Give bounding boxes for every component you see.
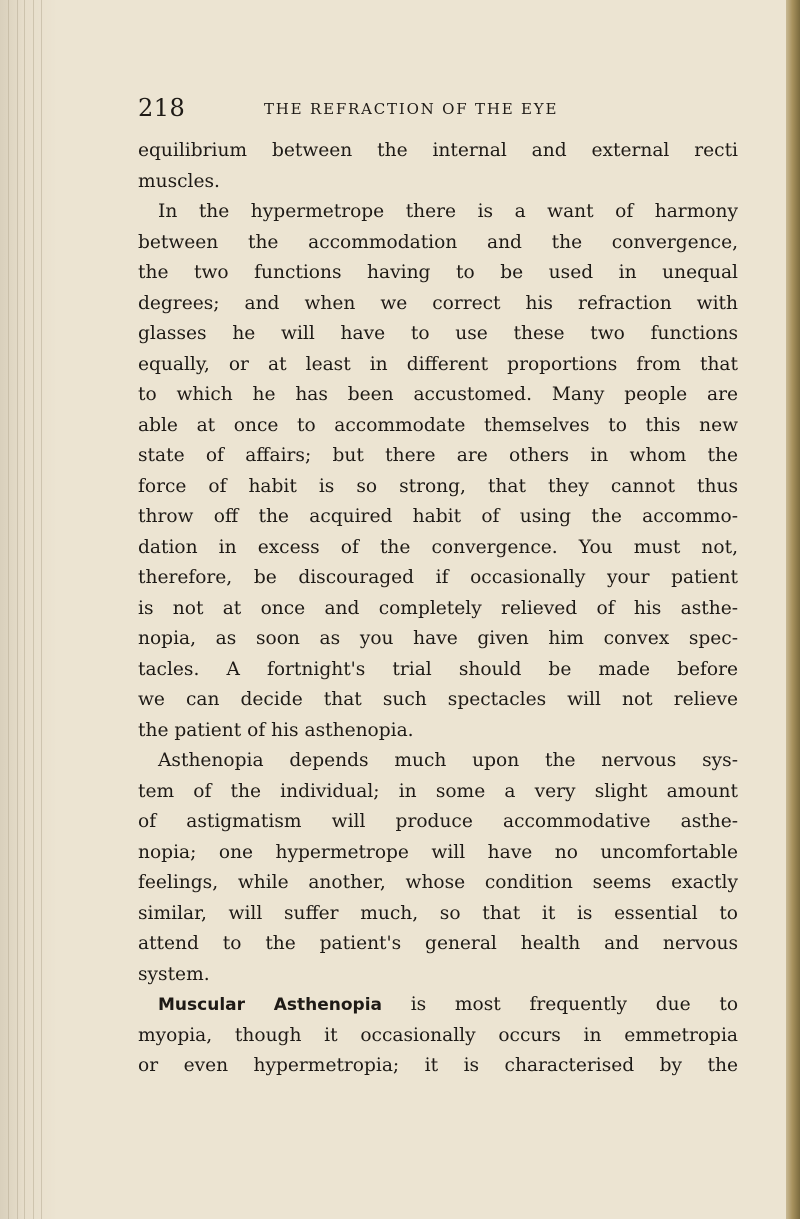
text-line: similar, will suffer much, so that it is essential to xyxy=(138,902,738,924)
text-line: tacles. A fortnight's trial should be made before xyxy=(138,658,738,680)
text-line: myopia, though it occasionally occurs in emmetropia xyxy=(138,1024,738,1046)
text-line: In the hypermetrope there is a want of harmony xyxy=(158,201,738,222)
text-line: or even hypermetropia; it is characterised by the xyxy=(138,1055,738,1076)
text-line: force of habit is so strong, that they cannot thus xyxy=(138,475,738,497)
text-line: degrees; and when we correct his refraction with xyxy=(138,292,738,314)
text-line: throw off the acquired habit of using the accommo- xyxy=(138,506,738,527)
page-header xyxy=(138,92,738,132)
text-line: glasses he will have to use these two functions xyxy=(138,323,738,344)
gutter-rule xyxy=(33,0,34,1219)
gutter-rule xyxy=(41,0,42,1219)
text-line: nopia, as soon as you have given him convex spec- xyxy=(138,628,738,649)
text-line: the patient of his asthenopia. xyxy=(138,719,414,741)
right-page-edge xyxy=(786,0,800,1219)
text-line: the two functions having to be used in unequal xyxy=(138,262,738,283)
text-line: equilibrium between the internal and external recti xyxy=(138,140,738,161)
text-line: able at once to accommodate themselves to this new xyxy=(138,414,738,436)
text-line: feelings, while another, whose condition seems exactly xyxy=(138,872,738,893)
text-line: state of affairs; but there are others in whom the xyxy=(138,445,738,466)
left-binding-gutter xyxy=(0,0,58,1219)
gutter-rule xyxy=(8,0,9,1219)
text-line: attend to the patient's general health and nervous xyxy=(138,933,738,954)
text-line: between the accommodation and the convergence, xyxy=(138,231,738,253)
text-line: tem of the individual; in some a very slight amount xyxy=(138,780,738,802)
page-number: 218 xyxy=(138,94,186,122)
text-line: to which he has been accustomed. Many people are xyxy=(138,384,738,405)
text-line: dation in excess of the convergence. You must not, xyxy=(138,536,738,558)
running-title: THE REFRACTION OF THE EYE xyxy=(264,100,559,118)
book-page xyxy=(138,92,738,1082)
text-line: therefore, be discouraged if occasionally your patient xyxy=(138,567,738,588)
text-line-content: is most frequently due to xyxy=(382,994,739,1015)
text-line: system. xyxy=(138,963,210,985)
text-line: is not at once and completely relieved of his asthe- xyxy=(138,597,738,619)
text-line: of astigmatism will produce accommodative asthe- xyxy=(138,811,738,832)
text-line: equally, or at least in different proportions from that xyxy=(138,353,738,375)
gutter-rule xyxy=(17,0,18,1219)
text-line xyxy=(138,990,738,1021)
body-text xyxy=(138,136,738,1082)
text-line: Asthenopia depends much upon the nervous sys- xyxy=(158,750,738,771)
section-run-in-heading: Muscular Asthenopia xyxy=(158,995,383,1015)
text-line: muscles. xyxy=(138,170,220,192)
gutter-rule xyxy=(24,0,25,1219)
text-line: nopia; one hypermetrope will have no uncomfortable xyxy=(138,841,738,863)
text-line: we can decide that such spectacles will not relieve xyxy=(138,689,738,710)
